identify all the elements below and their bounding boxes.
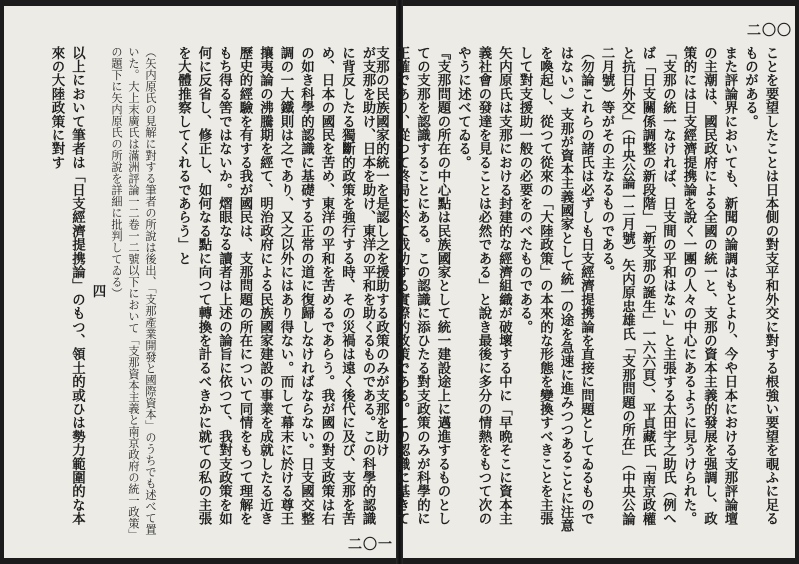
left-paragraph-2: 以上において筆者は「日支經濟提携論」のもつ、領土的或ひは勢力範圍的な本來の大陸政策に對す: [49, 46, 86, 526]
page-number-left: 二〇一: [348, 537, 393, 553]
right-page-text: [373, 46, 781, 536]
left-page: [4, 6, 396, 558]
section-heading-4: 四: [90, 284, 106, 298]
left-note: （矢内原氏の見解に對する筆者の所說は後出、「支那產業開發と國際資本」のうちでも述べて置いた。大上末廣氏は滿洲評論一二卷一二號以下において「支那資本主義と南京政府の統一政策」の題下に矢内原氏の所說を詳細に批判してゐる）: [110, 46, 157, 535]
right-paragraph-1: ことを要望したことは日本側の對支平和外交に對する根強い要望を覗ふに足るものがある。: [742, 46, 779, 526]
page-number-right: 二〇〇: [747, 23, 792, 39]
right-paragraph-3: （勿論これらの諸氏は必ずしも日支經濟提携論を直接に問題としてゐるものではない。）支那が資本主義國家として統一の途を急速に進みつつあることに注意を喚起し、從つて從來の「大陸政策」の本來的な形態を變換すべきことを主張して對支援助一般の必要をのべたものである。: [517, 46, 595, 533]
left-paragraph-1: が支那を助け、日本を助け、東洋の平和を助くるものである。この科學的認識に背反したる獨斷的政策を強行する時、その災禍は遠く後代に及び、支那を苦め、日本の國民を苦め、東洋の平和を苦めるであらう。我が國の對支政策は右の如き科學的認識に基礎する正常の道に復歸しなければならない。日支國交整調の一大鐵則は之であり、又之以外にはあり得ない。而して幕末に於ける尊王攘夷論の沸騰期を經て、明治政府による民族國家建設の事業を成就したる近き歷史的經驗を有する我が國民は、支那問題の所在について同情をもつて理解をもち得る筈ではないか。熠眼なる讀者は上述の論旨に依つて、我對支政策を如何に反省し、修正し、如何なる點に向つて轉換を計るべきかに就ての私の主張を大體推察してくれるであらう」と: [175, 46, 376, 526]
right-paragraph-4: 矢内原氏は支那における封建的な經濟組織が破壞する中に「早晩そこに資本主義社會の發達を見ることは必然である」と說き最後に多分の情熱をもつて次のやうに述べてゐる。: [455, 46, 513, 526]
left-page-text: [22, 46, 378, 536]
right-paragraph-5: 『支那問題の所在の中心點は民族國家として統一建設途上に邁進するものとしての支那を認識することにある。この認識に添ひたる對支政策のみが科學的に正確であり、從つて終局に於て成功する實際的政策である。この認識に基きて支那の民族國家的統一を是認し之を援助する政策のみが支那を助け: [373, 46, 451, 526]
right-paragraph-2: また評論界においても、新聞の論調はもとより、今や日本における支那評論壇の主潮は、國民政府による全國の統一と、支那の資本主義的發展を强調し、政策的には日支經濟提携論を說く一團の人々の中心にあるように見うけられた。「支那の統一なければ、日支間の平和はない」と主張する太田宇之助氏（例へば「日支關係調整の新段階」「新支那の誕生」一六六頁）、平貞藏氏「南京政權と抗日外交」（中央公論一二月號）矢内原忠雄氏「支那問題の所在」（中央公論二月號）等がその主なるものである。: [599, 46, 738, 526]
right-page: [373, 6, 795, 558]
